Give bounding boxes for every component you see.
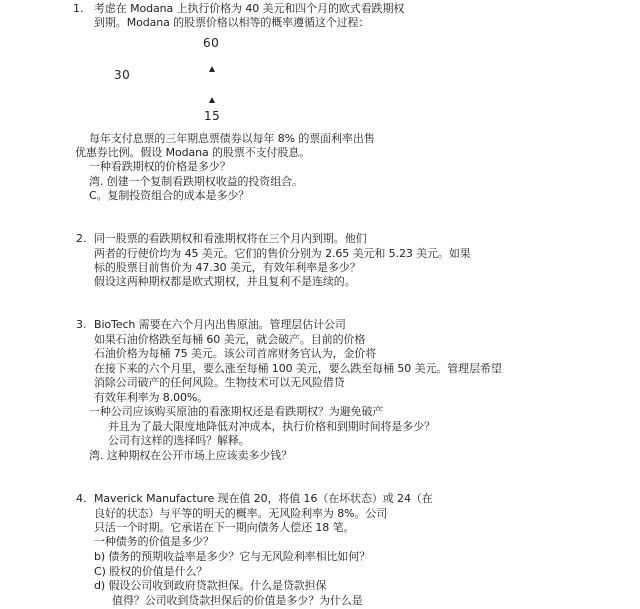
q2-line-4: 假设这两种期权都是欧式期权，并且复利不是连续的。 (94, 275, 356, 288)
q4-part-d-cont: 值得？公司收到贷款担保后的价值是多少？为什么是 (112, 594, 363, 607)
tree-node-up-price: 60 (203, 36, 220, 50)
tree-node-down-price: 15 (204, 109, 221, 123)
question-number-2: 2. (76, 232, 87, 245)
q3-part-a: 一种公司应该购买原油的看涨期权还是看跌期权？为避免破产 (89, 405, 384, 418)
question-number-1: 1. (73, 2, 84, 15)
q1-part-b: 湾. 创建一个复制看跌期权收益的投资组合。 (89, 175, 303, 188)
q4-part-b: b) 债务的预期收益率是多少？它与无风险利率相比如何？ (94, 550, 371, 563)
q2-line-1: 同一股票的看跌期权和看涨期权将在三个月内到期。他们 (94, 232, 367, 245)
q3-line-6: 有效年利率为 8.00%。 (94, 391, 209, 404)
q1-part-a: 一种看跌期权的价格是多少？ (89, 160, 231, 173)
q3-line-3: 石油价格为每桶 75 美元。该公司首席财务官认为，金价将 (94, 347, 377, 360)
q3-line-4: 在接下来的六个月里，要么涨至每桶 100 美元，要么跌至每桶 50 美元。管理层希望 (94, 362, 502, 375)
q4-part-d: d) 假设公司收到政府贷款担保。什么是贷款担保 (94, 579, 327, 592)
tree-node-start-price: 30 (114, 68, 131, 82)
q1-line-4: 优惠券比例。假设 Modana 的股票不支付股息。 (75, 146, 311, 159)
q1-part-c: C。复制投资组合的成本是多少？ (89, 189, 250, 202)
q2-line-2: 两者的行使价均为 45 美元。它们的售价分别为 2.65 美元和 5.23 美元。如果 (94, 247, 471, 260)
question-number-4: 4. (76, 492, 87, 505)
question-number-3: 3. (76, 318, 87, 331)
q3-part-a-cont-2: 公司有这样的选择吗？解释。 (108, 434, 250, 447)
q3-line-5: 消除公司破产的任何风险。生物技术可以无风险借贷 (94, 376, 345, 389)
tree-up-arrow (209, 66, 215, 72)
q2-line-3: 标的股票目前售价为 47.30 美元，有效年利率是多少？ (94, 261, 361, 274)
q3-part-b: 湾. 这种期权在公开市场上应该卖多少钱？ (89, 449, 292, 462)
q1-line-3: 每年支付息票的三年期息票债券以每年 8% 的票面利率出售 (89, 132, 375, 145)
q3-part-a-cont: 并且为了最大限度地降低对冲成本，执行价格和到期时间将是多少？ (108, 420, 435, 433)
tree-down-arrow (209, 97, 215, 103)
q3-line-2: 如果石油价格跌至每桶 60 美元，就会破产。目前的价格 (94, 333, 366, 346)
q4-line-3: 只活一个时期。它承诺在下一期向债务人偿还 18 笔。 (94, 521, 355, 534)
q4-part-c: C) 股权的价值是什么？ (94, 565, 208, 578)
q1-line-1: 考虑在 Modana 上执行价格为 40 美元和四个月的欧式看跌期权 (94, 2, 405, 15)
q3-line-1: BioTech 需要在六个月内出售原油。管理层估计公司 (94, 318, 346, 331)
q4-part-a: 一种债务的价值是多少？ (94, 535, 214, 548)
q4-line-1: Maverick Manufacture 现在值 20，将值 16（在坏状态）或 24（在 (94, 492, 433, 505)
q1-line-2: 到期。Modana 的股票价格以相等的概率遵循这个过程： (94, 16, 370, 29)
q4-line-2: 良好的状态）与平等的明天的概率。无风险利率为 8%。公司 (94, 507, 388, 520)
